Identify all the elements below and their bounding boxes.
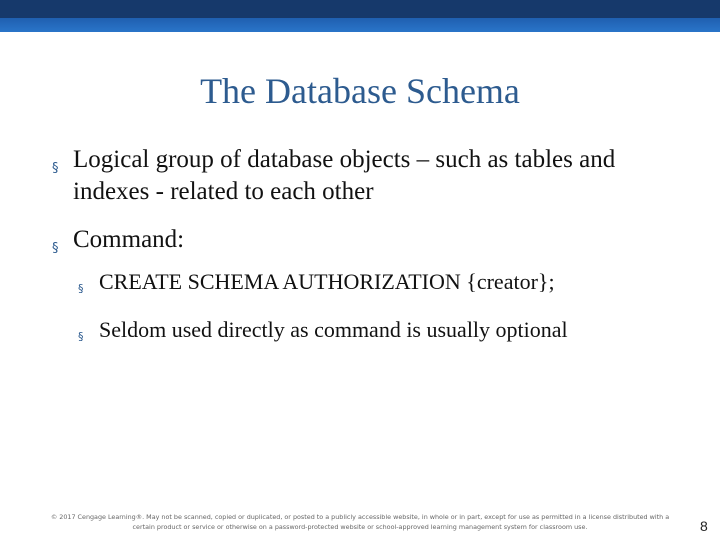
slide-title: The Database Schema: [200, 71, 520, 111]
page-number: 8: [700, 518, 708, 534]
bullet-item: [52, 144, 692, 208]
bullet-text: Logical group of database objects – such as tables and indexes - related to each other: [73, 146, 616, 205]
bullet-marker-icon: §: [78, 282, 84, 295]
header-band: [0, 0, 720, 32]
copyright-footer: © 2017 Cengage Learning®. May not be scanned, copied or duplicated, or posted to a publicly accessible website, in whole or in part, except for use as permitted in a license distributed with a certain product or service or otherwise on a password-protected website or school-approved learning management system for classroom use.: [50, 513, 670, 531]
bullet-item: [52, 224, 692, 256]
bullet-marker-icon: §: [52, 241, 59, 256]
bullet-marker-icon: §: [78, 330, 84, 343]
sub-bullet-text: Seldom used directly as command is usually optional: [99, 317, 568, 342]
sub-bullet-item: [78, 316, 692, 344]
sub-bullet-item: [78, 268, 692, 296]
bullet-marker-icon: §: [52, 161, 59, 176]
bullet-text: Command:: [73, 226, 185, 253]
header-band-dark: [0, 0, 720, 18]
slide-content: [52, 144, 692, 364]
sub-bullet-text: CREATE SCHEMA AUTHORIZATION {creator};: [99, 269, 555, 294]
header-band-light: [0, 18, 720, 32]
